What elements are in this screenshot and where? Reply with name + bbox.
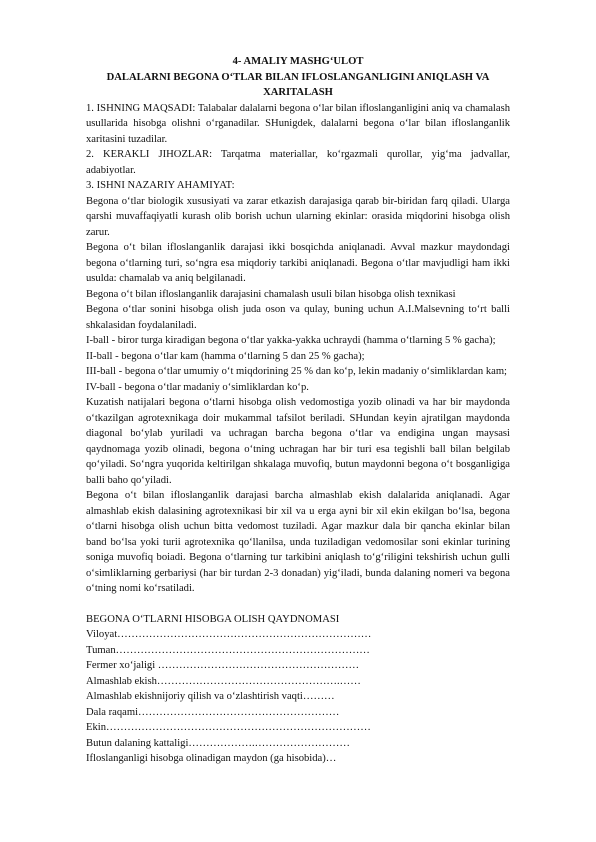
form-line-rotation-time: Almashlab ekishnijoriy qilish va o‘zlashtirish vaqti……… [86,691,335,702]
paragraph-purpose: 1. ISHNING MAQSADI: Talabalar dalalarni begona o‘lar bilan ifloslanganligini aniq va chamalash usullarida hisobga olishni o‘rganadilar. SHunigdek, dalalarni begona o‘lar bilan ifloslanganlik xaritasini tuzadilar. [86,102,510,145]
title-line-1: 4- AMALIY MASHG‘ULOT [232,56,364,67]
section-gap [86,597,510,612]
form-line-district: Tuman……………………………………………………………… [86,644,370,656]
paragraph-ball-4: IV-ball - begona o‘tlar madaniy o‘simliklardan ko‘p. [86,381,309,393]
paragraph-intro: Begona o‘tlar biologik xususiyati va zarar etkazish darajasiga qarab bir-biridan farq qiladi. Ularga qarshi muvaffaqiyatli kurash olib borish uchun ularning ekinlar: orasida miqdorini hisobga olish zarur. [86,195,510,238]
form-line-farm: Fermer xo‘jaligi ………………………………………………… [86,660,360,671]
title-line-3: XARITALASH [263,87,333,98]
paragraph-technique-heading: Begona o‘t bilan ifloslanganlik darajasini chamalash usuli bilan hisobga olish texnikasi [86,288,456,300]
form-line-rotation: Almashlab ekish…………………………………………….…… [86,675,361,687]
paragraph-equipment: 2. KERAKLI JIHOZLAR: Tarqatma materiallar, ko‘rgazmali qurollar, yig‘ma jadvallar, adabiyotlar. [86,149,510,176]
form-line-crop: Ekin………………………………………………………………… [86,722,371,733]
paragraph-scale-intro: Begona o‘tlar sonini hisobga olish juda oson va qulay, buning uchun A.I.Malsevning to‘rt balli shkalasidan foydalaniladi. [86,304,510,331]
paragraph-ball-3: III-ball - begona o‘tlar umumiy o‘t miqdorining 25 % dan ko‘p, lekin madaniy o‘simliklardan kam; [86,366,508,377]
paragraph-ball-1: I-ball - biror turga kiradigan begona o‘tlar yakka-yakka uchraydi (hamma o‘tlarning 5 % gacha); [86,335,496,346]
paragraph-ball-2: II-ball - begona o‘tlar kam (hamma o‘tlarning 5 dan 25 % gacha); [86,350,365,362]
title-line-2: DALALARNI BEGONA O‘TLAR BILAN IFLOSLANGANLIGINI ANIQLASH VA [106,71,490,83]
form-heading: BEGONA O‘TLARNI HISOBGA OLISH QAYDNOMASI [86,613,340,625]
paragraph-rotation: Begona o‘t bilan ifloslanganlik darajasi barcha almashlab ekish dalalarida aniqlanadi. Agar almashlab ekish dalasining agrotexnikasi bir xil va u erga ayni bir xil ekin ekilgan bo‘lsa, begona o‘tlarni hisobga olish uchun bitta vedomost tuziladi. Agar mazkur dala bir qancha ekinlar bilan band bo‘lsa yoki turii agrotexnika qo‘llanilsa, unda tuziladigan vedomosilar soni ekinlar turining soniga muvofiq boiadi. Begona o‘tlarning tur tarkibini aniqlash to‘g‘riligini tekshirish uchun gulli o‘simliklarning gerbariysi (har bir turdan 2-3 donadan) yig‘iladi, bunda dalaning nomeri va begona o‘tning nomi ko‘rsatiladi. [86,490,510,594]
form-line-field-number: Dala raqami………………………………………………… [86,706,340,718]
form-line-region: Viloyat……………………………………………………………… [86,629,372,640]
paragraph-theory-heading: 3. ISHNI NAZARIY AHAMIYAT: [86,180,235,191]
paragraph-observation: Kuzatish natijalari begona o‘tlarni hisobga olish vedomostiga yozib olinadi va har bir maydonda o‘tkazilgan agrotexnikaga doir mukammal tafsilot beriladi. SHundan keyin ajratilgan maydonda diagonal bo‘ylab yuriladi va uchragan barcha begona o‘tlar va endigina ungan maysasi qaydnomaga yozib olinadi, begona o‘tning uchragan har bir turi esa tegishli ball bilan belgilab qo‘yiladi. So‘ngra yuqorida keltirilgan shkalaga muvofiq, butun maydonni begona o‘t bosganligiga balli baho qo‘yiladi. [86,397,510,486]
form-line-infested-area: Ifloslanganligi hisobga olinadigan maydon (ga hisobida)… [86,753,337,764]
form-line-field-size: Butun dalaning kattaligi……………….……………………… [86,737,350,749]
document-page [86,54,510,767]
paragraph-two-stages: Begona o‘t bilan ifloslanganlik darajasi ikki bosqichda aniqlanadi. Avval mazkur maydondagi begona o‘tlarning turi, so‘ngra esa miqdoriy tarkibi aniqlanadi. Begona o‘tlar mavjudligi ham ikki usulda: chamalab va aniq belgilanadi. [86,242,510,284]
